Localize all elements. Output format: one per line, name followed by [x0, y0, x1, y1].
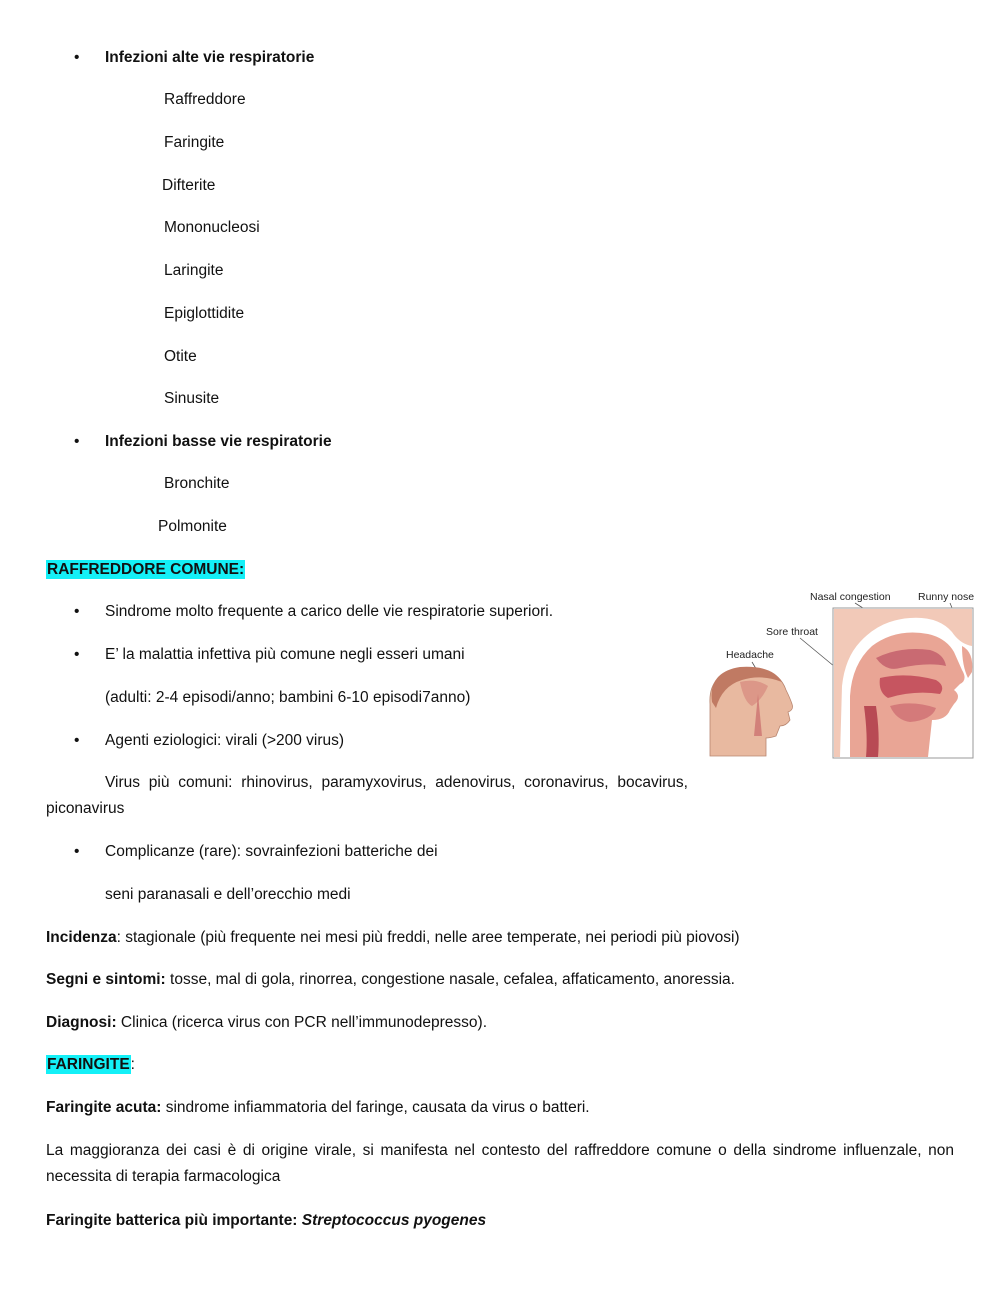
- raffreddore-bullet-4-cont: seni paranasali e dell’orecchio medi: [105, 886, 351, 903]
- label-sore-throat: Sore throat: [766, 626, 818, 638]
- faringite-paragraph: La maggioranza dei casi è di origine virale, si manifesta nel contesto del raffreddore comune o della sindrome influenzale, non necessita di terapia farmacologica: [46, 1142, 954, 1185]
- bullet: •: [74, 843, 80, 860]
- section-heading-faringite: FARINGITE:: [47, 1056, 135, 1073]
- bullet: •: [74, 603, 80, 620]
- section-heading-raffreddore: RAFFREDDORE COMUNE:: [47, 561, 245, 578]
- raffreddore-bullet-2-cont: (adulti: 2-4 episodi/anno; bambini 6-10 episodi7anno): [105, 689, 471, 706]
- segni-line: Segni e sintomi: tosse, mal di gola, rinorrea, congestione nasale, cefalea, affaticamento, anoressia.: [46, 971, 735, 988]
- bullet: •: [74, 433, 80, 450]
- list-item: Sinusite: [164, 390, 220, 407]
- faringite-acuta-line: Faringite acuta: sindrome infiammatoria del faringe, causata da virus o batteri.: [46, 1099, 590, 1116]
- label-runny-nose: Runny nose: [918, 591, 975, 603]
- nasal-cross-section-icon: [833, 608, 973, 758]
- raffreddore-bullet-2: E’ la malattia infettiva più comune negli esseri umani: [105, 646, 465, 663]
- list-item: Bronchite: [164, 475, 230, 492]
- list-item: Polmonite: [158, 518, 227, 535]
- cold-symptoms-illustration: [700, 586, 980, 764]
- label-headache: Headache: [726, 649, 774, 661]
- list-item: Difterite: [162, 177, 216, 194]
- bullet: •: [74, 646, 80, 663]
- lower-title: Infezioni basse vie respiratorie: [105, 433, 332, 450]
- incidenza-line: Incidenza: stagionale (più frequente nei mesi più freddi, nelle aree temperate, nei periodi più piovosi): [46, 929, 740, 946]
- list-item: Mononucleosi: [164, 219, 260, 236]
- bullet: •: [74, 732, 80, 749]
- label-nasal-congestion: Nasal congestion: [810, 591, 891, 603]
- list-item: Raffreddore: [164, 91, 246, 108]
- bullet: •: [74, 49, 80, 66]
- virus-paragraph: Virus più comuni: rhinovirus, paramyxovirus, adenovirus, coronavirus, bocavirus, piconavirus: [46, 774, 688, 817]
- list-item: Faringite: [164, 134, 225, 151]
- raffreddore-bullet-4: Complicanze (rare): sovrainfezioni batteriche dei: [105, 843, 438, 860]
- upper-title: Infezioni alte vie respiratorie: [105, 49, 315, 66]
- faringite-batterica-line: Faringite batterica più importante: Streptococcus pyogenes: [46, 1212, 487, 1229]
- head-profile-icon: [710, 667, 793, 756]
- diagnosi-line: Diagnosi: Clinica (ricerca virus con PCR nell’immunodepresso).: [46, 1014, 488, 1031]
- list-item: Epiglottidite: [164, 305, 245, 322]
- raffreddore-bullet-1: Sindrome molto frequente a carico delle vie respiratorie superiori.: [105, 603, 553, 620]
- list-item: Laringite: [164, 262, 224, 279]
- raffreddore-bullet-3: Agenti eziologici: virali (>200 virus): [105, 732, 345, 749]
- list-item: Otite: [164, 348, 197, 365]
